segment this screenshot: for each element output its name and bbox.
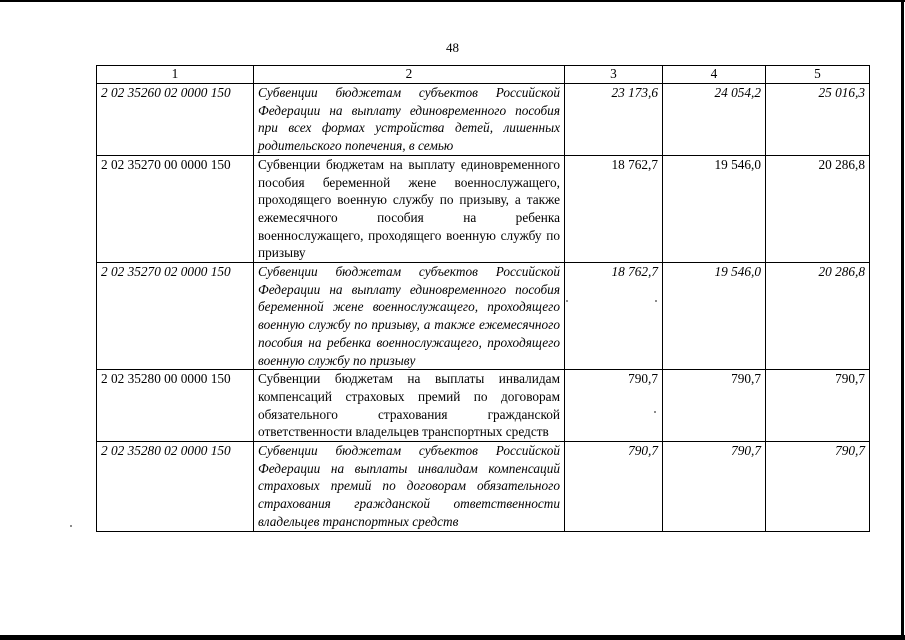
- name-cell: Субвенции бюджетам на выплату единовременного пособия беременной жене военнослужащего, проходящего военную службу по призыву, а также ежемесячного пособия на ребенка военнослужащего, проходящего военную службу по призыву: [254, 155, 565, 262]
- column-header: 3: [565, 66, 663, 84]
- value-col3-cell: 18 762,7: [565, 155, 663, 262]
- table-row: [97, 263, 870, 370]
- code-cell: 2 02 35260 02 0000 150: [97, 84, 254, 156]
- code-cell: 2 02 35280 02 0000 150: [97, 442, 254, 532]
- column-header: 4: [663, 66, 766, 84]
- value-col5-cell: 20 286,8: [766, 263, 870, 370]
- column-header: 1: [97, 66, 254, 84]
- table-body: [97, 84, 870, 532]
- budget-table: [96, 65, 870, 532]
- value-col3-cell: 18 762,7: [565, 263, 663, 370]
- code-cell: 2 02 35280 00 0000 150: [97, 370, 254, 442]
- name-cell: Субвенции бюджетам субъектов Российской Федерации на выплаты инвалидам компенсаций страховых премий по договорам обязательного страхования гражданской ответственности владельцев транспортных средств: [254, 442, 565, 532]
- value-col5-cell: 25 016,3: [766, 84, 870, 156]
- table-row: [97, 442, 870, 532]
- value-col5-cell: 20 286,8: [766, 155, 870, 262]
- value-col3-cell: 790,7: [565, 442, 663, 532]
- scan-speck: [566, 300, 568, 302]
- header-row: [97, 66, 870, 84]
- value-col4-cell: 24 054,2: [663, 84, 766, 156]
- scan-speck: [70, 525, 72, 527]
- value-col3-cell: 23 173,6: [565, 84, 663, 156]
- value-col4-cell: 19 546,0: [663, 263, 766, 370]
- value-col5-cell: 790,7: [766, 370, 870, 442]
- value-col4-cell: 790,7: [663, 370, 766, 442]
- value-col5-cell: 790,7: [766, 442, 870, 532]
- value-col4-cell: 19 546,0: [663, 155, 766, 262]
- column-header: 2: [254, 66, 565, 84]
- scan-speck: [655, 300, 657, 302]
- table-row: [97, 370, 870, 442]
- code-cell: 2 02 35270 00 0000 150: [97, 155, 254, 262]
- value-col4-cell: 790,7: [663, 442, 766, 532]
- code-cell: 2 02 35270 02 0000 150: [97, 263, 254, 370]
- name-cell: Субвенции бюджетам субъектов Российской Федерации на выплату единовременного пособия при всех формах устройства детей, лишенных родительского попечения, в семью: [254, 84, 565, 156]
- name-cell: Субвенции бюджетам на выплаты инвалидам компенсаций страховых премий по договорам обязательного страхования гражданской ответственности владельцев транспортных средств: [254, 370, 565, 442]
- table-row: [97, 84, 870, 156]
- column-header: 5: [766, 66, 870, 84]
- table-row: [97, 155, 870, 262]
- page-number: 48: [446, 40, 459, 55]
- value-col3-cell: 790,7: [565, 370, 663, 442]
- scan-speck: [654, 411, 656, 413]
- name-cell: Субвенции бюджетам субъектов Российской Федерации на выплату единовременного пособия беременной жене военнослужащего, проходящего военную службу по призыву, а также ежемесячного пособия на ребенка военнослужащего, проходящего военную службу по призыву: [254, 263, 565, 370]
- scan-edge: [901, 2, 904, 635]
